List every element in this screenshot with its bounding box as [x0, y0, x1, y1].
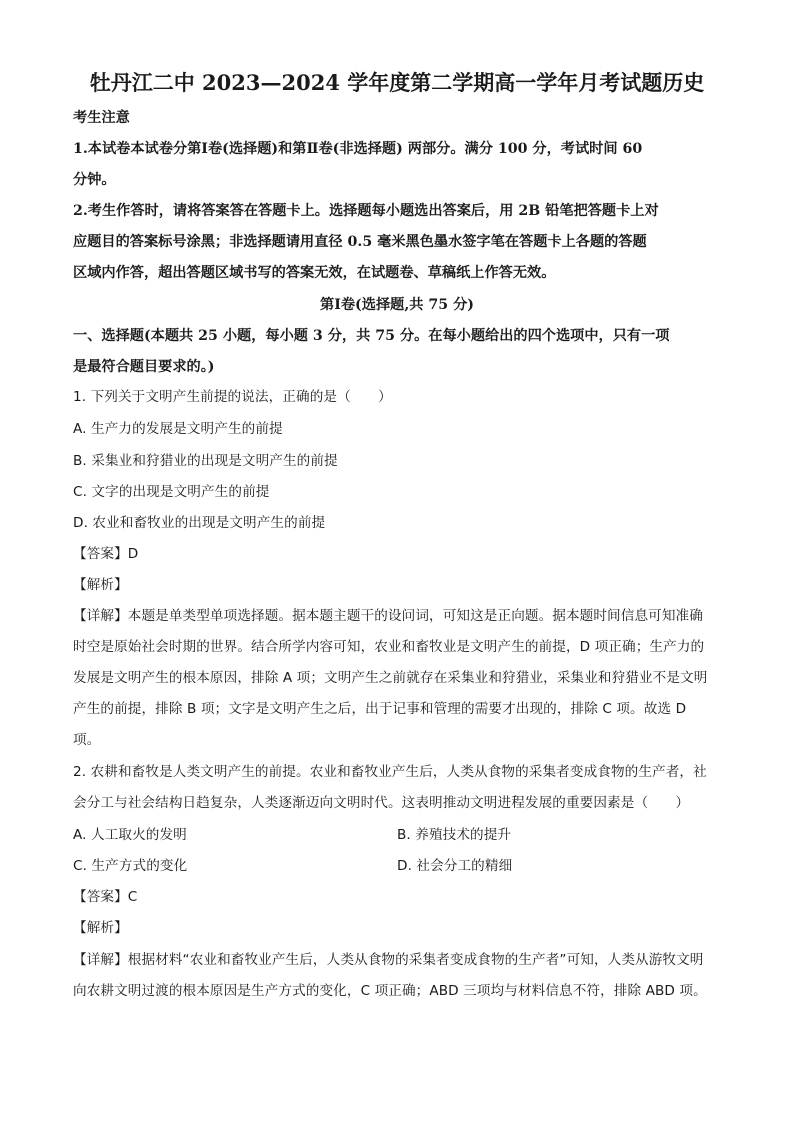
notice-heading: 考生注意	[73, 110, 130, 126]
question-2-answer: 【答案】C	[73, 889, 138, 905]
question-1-analysis-label: 【解析】	[73, 577, 128, 593]
notice-item-2-line-2: 应题目的答案标号涂黑；非选择题请用直径 0.5 毫米黑色墨水签字笔在答题卡上各题的答题	[73, 234, 647, 250]
question-1-detail-line-4: 产生的前提，排除 B 项；文字是文明产生之后，出于记事和管理的需要才出现的，排除 C 项。故选 D	[73, 701, 687, 717]
notice-item-2-line-3: 区域内作答，超出答题区域书写的答案无效，在试题卷、草稿纸上作答无效。	[73, 265, 556, 281]
section-title: 第Ⅰ卷(选择题,共 75 分)	[320, 297, 474, 313]
question-2-option-a: A. 人工取火的发明	[73, 827, 187, 843]
question-2-stem-line-1: 2. 农耕和畜牧是人类文明产生的前提。农业和畜牧业产生后，人类从食物的采集者变成食物的生产者，社	[73, 764, 707, 780]
question-2-detail-line-2: 向农耕文明过渡的根本原因是生产方式的变化，C 项正确；ABD 三项均与材料信息不符，排除 ABD 项。	[73, 983, 707, 999]
notice-item-1-line-1: 1.本试卷本试卷分第Ⅰ卷(选择题)和第Ⅱ卷(非选择题) 两部分。满分 100 分，考试时间 60	[73, 141, 643, 157]
question-2-option-b: B. 养殖技术的提升	[397, 827, 512, 843]
question-1-option-c: C. 文字的出现是文明产生的前提	[73, 484, 270, 500]
question-2-stem-line-2: 会分工与社会结构日趋复杂，人类逐渐迈向文明时代。这表明推动文明进程发展的重要因素是（ ）	[73, 795, 690, 811]
question-1-answer: 【答案】D	[73, 546, 139, 562]
question-2-option-c: C. 生产方式的变化	[73, 858, 188, 874]
question-2-detail-line-1: 【详解】根据材料“农业和畜牧业产生后，人类从食物的采集者变成食物的生产者”可知，人类从游牧文明	[73, 952, 704, 968]
question-2-analysis-label: 【解析】	[73, 920, 128, 936]
question-1-option-a: A. 生产力的发展是文明产生的前提	[73, 421, 283, 437]
part-heading-line-2: 是最符合题目要求的。)	[73, 359, 215, 375]
notice-item-1-line-2: 分钟。	[73, 172, 116, 188]
question-1-stem: 1. 下列关于文明产生前提的说法，正确的是（ ）	[73, 389, 392, 405]
question-1-option-b: B. 采集业和狩猎业的出现是文明产生的前提	[73, 453, 338, 469]
part-heading-line-1: 一、选择题(本题共 25 小题，每小题 3 分，共 75 分。在每小题给出的四个选项中，只有一项	[73, 328, 670, 344]
question-1-detail-line-3: 发展是文明产生的根本原因，排除 A 项；文明产生之前就存在采集业和狩猎业，采集业和狩猎业不是文明	[73, 670, 708, 686]
notice-item-2-line-1: 2.考生作答时，请将答案答在答题卡上。选择题每小题选出答案后，用 2B 铅笔把答题卡上对	[73, 203, 659, 219]
question-1-detail-line-1: 【详解】本题是单类型单项选择题。据本题主题干的设问词，可知这是正向题。据本题时间信息可知准确	[73, 608, 703, 624]
question-1-detail-line-2: 时空是原始社会时期的世界。结合所学内容可知，农业和畜牧业是文明产生的前提，D 项正确；生产力的	[73, 639, 705, 655]
exam-title: 牡丹江二中 2023—2024 学年度第二学期高一学年月考试题历史	[89, 70, 705, 95]
question-1-option-d: D. 农业和畜牧业的出现是文明产生的前提	[73, 515, 326, 531]
question-1-detail-line-5: 项。	[73, 732, 101, 748]
question-2-option-d: D. 社会分工的精细	[397, 858, 513, 874]
